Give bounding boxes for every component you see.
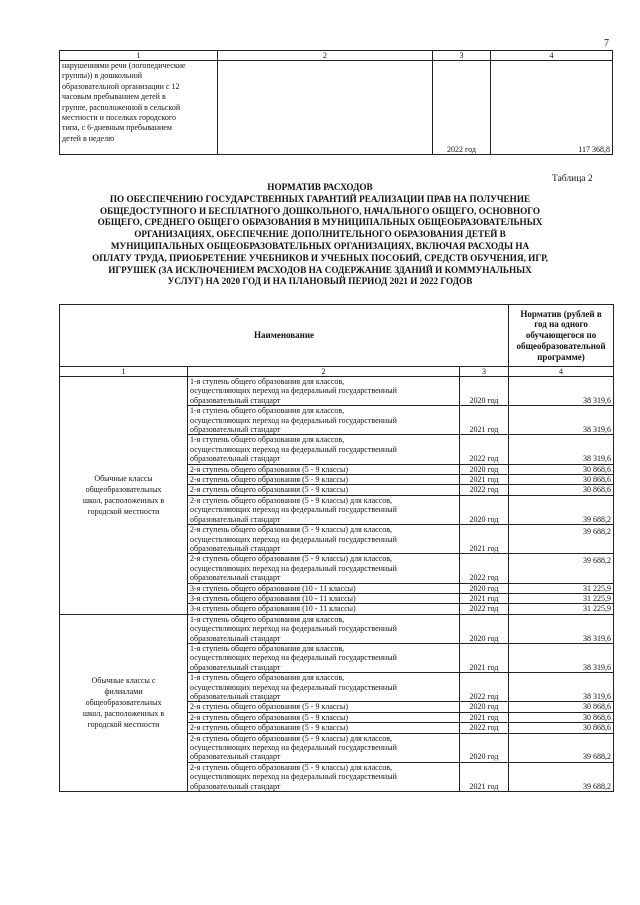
row-value: 31 225,9 — [509, 593, 614, 603]
row-year: 2021 год — [460, 593, 509, 603]
row-year: 2022 год — [460, 604, 509, 614]
row-description: 1-я ступень общего образования для классов, осуществляющих переход на федеральный государственный образовательный стандарт — [188, 435, 460, 464]
row-description: 2-я ступень общего образования (5 - 9 классы) для классов, осуществляющих переход на федеральный государственный образовательный стандарт — [188, 762, 460, 791]
row-value: 30 868,6 — [509, 702, 614, 712]
row-year: 2021 год — [460, 762, 509, 791]
row-value: 39 688,2 — [509, 733, 614, 762]
row-year: 2022 год — [433, 61, 491, 155]
row-description: 2-я ступень общего образования (5 - 9 классы) — [188, 475, 460, 485]
row-value: 38 319,6 — [509, 673, 614, 702]
row-value: 38 319,6 — [509, 435, 614, 464]
row-description: 1-я ступень общего образования для классов, осуществляющих переход на федеральный государственный образовательный стандарт — [188, 614, 460, 643]
row-description: 2-я ступень общего образования (5 - 9 классы) для классов, осуществляющих переход на федеральный государственный образовательный стандарт — [188, 495, 460, 524]
row-value: 31 225,9 — [509, 583, 614, 593]
row-value: 39 688,2 — [509, 495, 614, 524]
continued-table-header — [60, 51, 613, 61]
row-year: 2022 год — [460, 485, 509, 495]
row-description: 2-я ступень общего образования (5 - 9 классы) — [188, 702, 460, 712]
row-description: 3-я ступень общего образования (10 - 11 классы) — [188, 593, 460, 603]
header-norm: Норматив (рублей в год на одного обучающегося по общеобразовательной программе) — [509, 305, 614, 367]
norms-table-body — [60, 377, 614, 792]
row-year: 2021 год — [460, 406, 509, 435]
norms-table-header — [60, 305, 614, 367]
continued-table — [59, 50, 613, 155]
row-empty-cell — [218, 61, 433, 155]
row-year: 2022 год — [460, 554, 509, 583]
row-value: 38 319,6 — [509, 377, 614, 406]
row-description: 3-я ступень общего образования (10 - 11 классы) — [188, 604, 460, 614]
row-description: 1-я ступень общего образования для классов, осуществляющих переход на федеральный государственный образовательный стандарт — [188, 643, 460, 672]
row-year: 2020 год — [460, 733, 509, 762]
row-year: 2020 год — [460, 702, 509, 712]
col-header-1: 1 — [60, 51, 218, 61]
row-description: 2-я ступень общего образования (5 - 9 классы) — [188, 723, 460, 733]
row-value: 39 688,2 — [509, 525, 614, 554]
row-year: 2022 год — [460, 673, 509, 702]
row-value: 38 319,6 — [509, 406, 614, 435]
row-description: 3-я ступень общего образования (10 - 11 классы) — [188, 583, 460, 593]
norms-table-col-numbers — [60, 367, 614, 377]
category-cell: Обычные классы с филиалами общеобразовательных школ, расположенных в городской местности — [60, 614, 188, 791]
row-description: 1-я ступень общего образования для классов, осуществляющих переход на федеральный государственный образовательный стандарт — [188, 673, 460, 702]
row-value: 38 319,6 — [509, 643, 614, 672]
row-name: нарушениями речи (логопедические группы)) в дошкольной образовательной организации с 12 часовым пребыванием детей в группе, расположенной в сельской местности и поселках городского типа, с 6-дневным пребыванием детей в неделю — [60, 61, 218, 155]
row-year: 2021 год — [460, 643, 509, 672]
row-description: 2-я ступень общего образования (5 - 9 классы) для классов, осуществляющих переход на федеральный государственный образовательный стандарт — [188, 733, 460, 762]
col-number-1: 1 — [60, 367, 188, 377]
row-year: 2020 год — [460, 583, 509, 593]
row-value: 117 368,8 — [491, 61, 613, 155]
col-header-2: 2 — [218, 51, 433, 61]
row-description: 2-я ступень общего образования (5 - 9 классы) — [188, 712, 460, 722]
row-year: 2021 год — [460, 525, 509, 554]
col-number-4: 4 — [509, 367, 614, 377]
row-value: 31 225,9 — [509, 604, 614, 614]
table-row — [60, 377, 614, 406]
row-value: 30 868,6 — [509, 464, 614, 474]
row-description: 2-я ступень общего образования (5 - 9 классы) для классов, осуществляющих переход на федеральный государственный образовательный стандарт — [188, 525, 460, 554]
document-title: НОРМАТИВ РАСХОДОВ ПО ОБЕСПЕЧЕНИЮ ГОСУДАРСТВЕННЫХ ГАРАНТИЙ РЕАЛИЗАЦИИ ПРАВ НА ПОЛУЧЕНИЕ ОБЩЕДОСТУПНОГО И БЕСПЛАТНОГО ДОШКОЛЬНОГО, НАЧАЛЬНОГО ОБЩЕГО, ОСНОВНОГО ОБЩЕГО, СРЕДНЕГО ОБЩЕГО ОБРАЗОВАНИЯ В МУНИЦИПАЛЬНЫХ ОБЩЕОБРАЗОВАТЕЛЬНЫХ ОРГАНИЗАЦИЯХ, ОБЕСПЕЧЕНИЕ ДОПОЛНИТЕЛЬНОГО ОБРАЗОВАНИЯ ДЕТЕЙ В МУНИЦИПАЛЬНЫХ ОБЩЕОБРАЗОВАТЕЛЬНЫХ ОРГАНИЗАЦИЯХ, ВКЛЮЧАЯ РАСХОДЫ НА ОПЛАТУ ТРУДА, ПРИОБРЕТЕНИЕ УЧЕБНИКОВ И УЧЕБНЫХ ПОСОБИЙ, СРЕДСТВ ОБУЧЕНИЯ, ИГР, ИГРУШЕК (ЗА ИСКЛЮЧЕНИЕМ РАСХОДОВ НА СОДЕРЖАНИЕ ЗДАНИЙ И КОММУНАЛЬНЫХ УСЛУГ) НА 2020 ГОД И НА ПЛАНОВЫЙ ПЕРИОД 2021 И 2022 ГОДОВ — [92, 182, 548, 287]
header-name: Наименование — [60, 305, 509, 367]
continued-table-row — [60, 61, 613, 155]
row-year: 2022 год — [460, 435, 509, 464]
row-description: 1-я ступень общего образования для классов, осуществляющих переход на федеральный государственный образовательный стандарт — [188, 406, 460, 435]
row-value: 39 688,2 — [509, 554, 614, 583]
row-description: 1-я ступень общего образования для классов, осуществляющих переход на федеральный государственный образовательный стандарт — [188, 377, 460, 406]
row-year: 2020 год — [460, 614, 509, 643]
row-year: 2021 год — [460, 712, 509, 722]
category-cell: Обычные классы общеобразовательных школ, расположенных в городской местности — [60, 377, 188, 615]
row-value: 39 688,2 — [509, 762, 614, 791]
row-value: 30 868,6 — [509, 712, 614, 722]
row-description: 2-я ступень общего образования (5 - 9 классы) для классов, осуществляющих переход на федеральный государственный образовательный стандарт — [188, 554, 460, 583]
col-header-3: 3 — [433, 51, 491, 61]
norms-table — [59, 304, 614, 792]
row-value: 30 868,6 — [509, 723, 614, 733]
row-value: 30 868,6 — [509, 475, 614, 485]
row-year: 2020 год — [460, 464, 509, 474]
row-description: 2-я ступень общего образования (5 - 9 классы) — [188, 464, 460, 474]
row-year: 2020 год — [460, 377, 509, 406]
col-header-4: 4 — [491, 51, 613, 61]
row-description: 2-я ступень общего образования (5 - 9 классы) — [188, 485, 460, 495]
page-number: 7 — [604, 38, 609, 49]
col-number-2: 2 — [188, 367, 460, 377]
row-year: 2022 год — [460, 723, 509, 733]
table-row — [60, 614, 614, 643]
row-value: 30 868,6 — [509, 485, 614, 495]
table-label: Таблица 2 — [552, 174, 593, 184]
row-year: 2020 год — [460, 495, 509, 524]
row-value: 38 319,6 — [509, 614, 614, 643]
row-year: 2021 год — [460, 475, 509, 485]
col-number-3: 3 — [460, 367, 509, 377]
